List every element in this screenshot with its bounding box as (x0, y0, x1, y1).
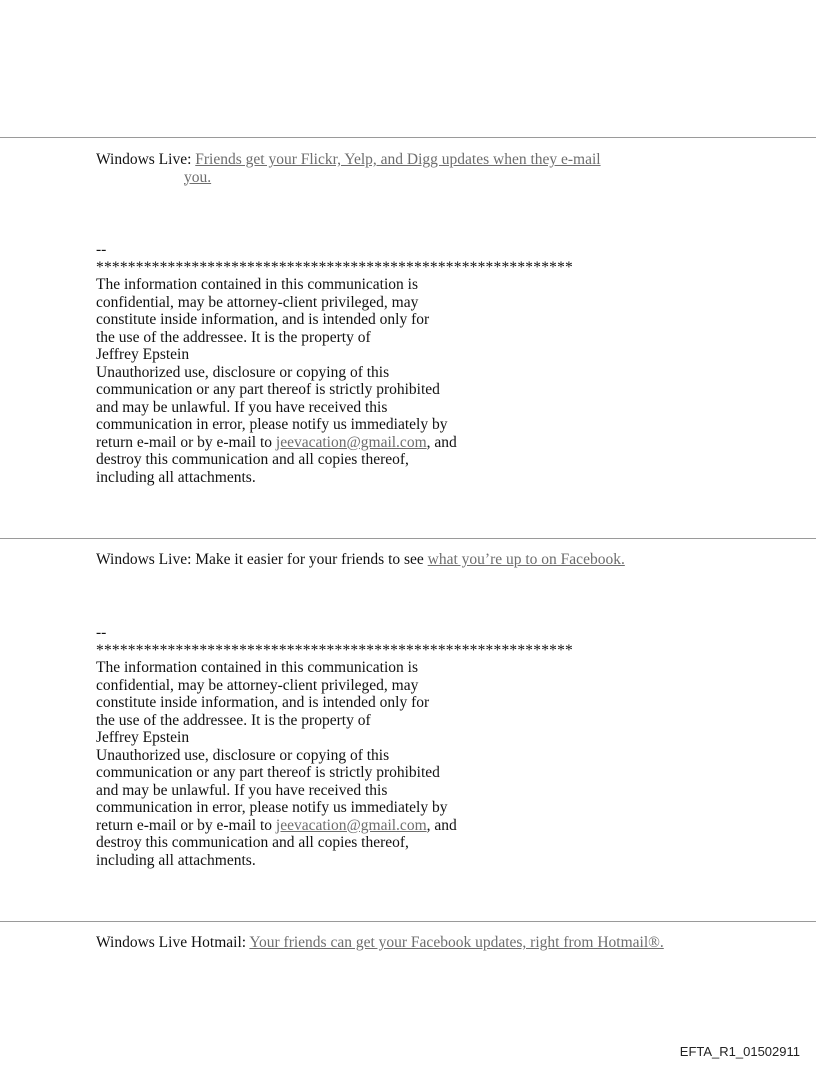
email-prefix: return e-mail or by e-mail to (96, 433, 276, 451)
disclaimer-line: constitute inside information, and is intended only for (96, 694, 430, 711)
separator-line (0, 921, 816, 922)
ad-prefix: Windows Live: (96, 151, 196, 168)
disclaimer-line: including all attachments. (96, 851, 256, 869)
ad-link-flickr[interactable]: Friends get your Flickr, Yelp, and Digg updates when they e-mail (195, 151, 601, 168)
disclaimer-line: The information contained in this communication is (96, 276, 418, 293)
disclaimer-email-line (96, 817, 573, 835)
disclaimer-block (96, 241, 573, 486)
stars-separator: ************************************************************ (96, 258, 573, 276)
disclaimer-line: including all attachments. (96, 468, 256, 486)
disclaimer-line: Unauthorized use, disclosure or copying of this (96, 746, 390, 764)
disclaimer-line: confidential, may be attorney-client privileged, may (96, 676, 419, 694)
email-link[interactable]: jeevacation@gmail.com (275, 816, 427, 834)
ad-prefix: Windows Live Hotmail: (96, 934, 250, 951)
email-suffix: , and (426, 816, 457, 834)
stars-separator: ************************************************************ (96, 641, 573, 659)
email-link[interactable]: jeevacation@gmail.com (275, 433, 427, 451)
ad-windows-live-facebook (96, 551, 625, 569)
signature-dashes: -- (96, 241, 107, 258)
disclaimer-email-line (96, 434, 573, 452)
disclaimer-line: communication or any part thereof is strictly prohibited (96, 764, 440, 781)
document-id: EFTA_R1_01502911 (679, 1044, 800, 1059)
signature-dashes: -- (96, 624, 107, 641)
ad-link-hotmail[interactable]: Your friends can get your Facebook updates, right from Hotmail®. (249, 934, 664, 951)
disclaimer-line: and may be unlawful. If you have received this (96, 398, 388, 416)
disclaimer-line: constitute inside information, and is intended only for (96, 311, 430, 328)
ad-link-facebook[interactable]: what you’re up to on Facebook. (427, 551, 625, 568)
disclaimer-line: and may be unlawful. If you have received this (96, 781, 388, 799)
separator-line (0, 137, 816, 138)
disclaimer-line: communication or any part thereof is strictly prohibited (96, 381, 440, 398)
ad-prefix: Windows Live: Make it easier for your friends to see (96, 551, 428, 568)
disclaimer-line: communication in error, please notify us immediately by (96, 799, 448, 816)
disclaimer-line: confidential, may be attorney-client privileged, may (96, 293, 419, 311)
email-suffix: , and (426, 433, 457, 451)
disclaimer-line: the use of the addressee. It is the property of (96, 711, 371, 729)
ad-link-flickr-continued[interactable]: you. (184, 168, 212, 186)
separator-line (0, 538, 816, 539)
disclaimer-line: Jeffrey Epstein (96, 346, 190, 363)
ad-windows-live-flickr (96, 151, 601, 186)
ad-windows-live-hotmail (96, 934, 664, 952)
disclaimer-block (96, 624, 573, 869)
disclaimer-line: the use of the addressee. It is the property of (96, 328, 371, 346)
disclaimer-line: destroy this communication and all copies thereof, (96, 834, 409, 851)
email-prefix: return e-mail or by e-mail to (96, 816, 276, 834)
disclaimer-line: communication in error, please notify us immediately by (96, 416, 448, 433)
disclaimer-line: Unauthorized use, disclosure or copying of this (96, 363, 390, 381)
disclaimer-line: destroy this communication and all copies thereof, (96, 451, 409, 468)
disclaimer-line: The information contained in this communication is (96, 659, 418, 676)
disclaimer-line: Jeffrey Epstein (96, 729, 190, 746)
